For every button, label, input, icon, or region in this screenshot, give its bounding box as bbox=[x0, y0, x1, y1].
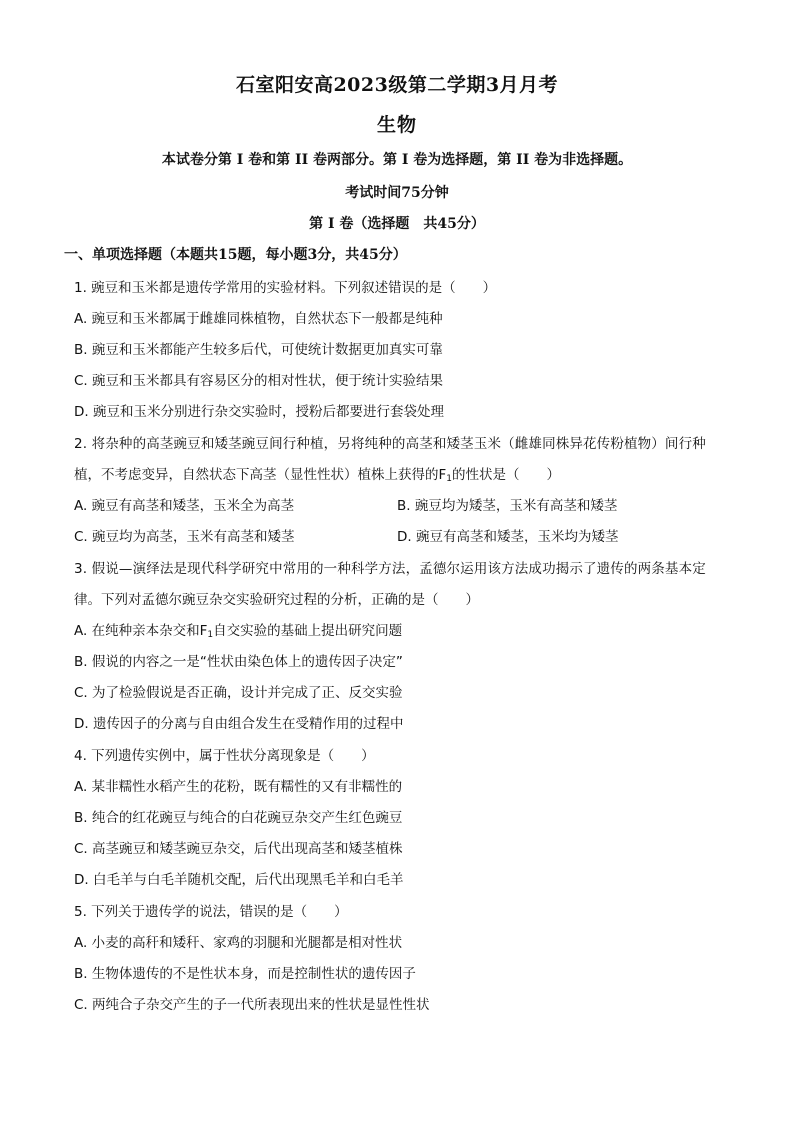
exam-title: 石室阳安高2023级第二学期3月月考 bbox=[235, 74, 559, 96]
question-4-option-b: B. 纯合的红花豌豆与纯合的白花豌豆杂交产生红色豌豆 bbox=[74, 810, 403, 826]
question-1-option-d: D. 豌豆和玉米分别进行杂交实验时，授粉后都要进行套袋处理 bbox=[74, 404, 444, 420]
question-3-option-b: B. 假说的内容之一是“性状由染色体上的遗传因子决定” bbox=[74, 654, 403, 670]
question-1-option-c: C. 豌豆和玉米都具有容易区分的相对性状，便于统计实验结果 bbox=[74, 373, 444, 389]
question-4-option-a: A. 某非糯性水稻产生的花粉，既有糯性的又有非糯性的 bbox=[74, 779, 403, 795]
question-2-option-a: A. 豌豆有高茎和矮茎，玉米全为高茎 bbox=[74, 498, 295, 514]
question-5-stem: 5. 下列关于遗传学的说法，错误的是（ ） bbox=[74, 904, 348, 920]
section-heading: 一、单项选择题（本题共15题，每小题3分，共45分） bbox=[64, 247, 407, 263]
question-2-stem-line2: 植，不考虑变异，自然状态下高茎（显性性状）植株上获得的$F_1$的性状是（ ） bbox=[74, 467, 560, 484]
question-5-option-c: C. 两纯合子杂交产生的子一代所表现出来的性状是显性性状 bbox=[74, 997, 430, 1013]
question-1-option-b: B. 豌豆和玉米都能产生较多后代，可使统计数据更加真实可靠 bbox=[74, 342, 443, 358]
question-4-option-c: C. 高茎豌豆和矮茎豌豆杂交，后代出现高茎和矮茎植株 bbox=[74, 841, 403, 857]
question-3-option-a: A. 在纯种亲本杂交和$F_1$自交实验的基础上提出研究问题 bbox=[74, 623, 403, 640]
part-heading: 第 I 卷（选择题 共45分） bbox=[309, 216, 485, 232]
exam-note: 本试卷分第 I 卷和第 II 卷两部分。第 I 卷为选择题，第 II 卷为非选择题。 bbox=[161, 152, 633, 168]
question-4-stem: 4. 下列遗传实例中，属于性状分离现象是（ ） bbox=[74, 748, 375, 764]
question-1-option-a: A. 豌豆和玉米都属于雌雄同株植物，自然状态下一般都是纯种 bbox=[74, 311, 443, 327]
question-3-option-d: D. 遗传因子的分离与自由组合发生在受精作用的过程中 bbox=[74, 716, 404, 732]
subject-title: 生物 bbox=[376, 114, 417, 136]
question-3-stem-line1: 3. 假说—演绎法是现代科学研究中常用的一种科学方法，孟德尔运用该方法成功揭示了遗传的两条基本定 bbox=[74, 561, 706, 577]
question-2-option-d: D. 豌豆有高茎和矮茎，玉米均为矮茎 bbox=[397, 529, 619, 545]
question-5-option-a: A. 小麦的高秆和矮秆、家鸡的羽腿和光腿都是相对性状 bbox=[74, 935, 403, 951]
question-3-stem-line2: 律。下列对孟德尔豌豆杂交实验研究过程的分析，正确的是（ ） bbox=[74, 592, 479, 608]
question-3-option-c: C. 为了检验假说是否正确，设计并完成了正、反交实验 bbox=[74, 685, 403, 701]
exam-duration: 考试时间75分钟 bbox=[345, 185, 449, 201]
question-2-option-c: C. 豌豆均为高茎，玉米有高茎和矮茎 bbox=[74, 529, 295, 545]
question-2-option-b: B. 豌豆均为矮茎，玉米有高茎和矮茎 bbox=[397, 498, 618, 514]
question-4-option-d: D. 白毛羊与白毛羊随机交配，后代出现黑毛羊和白毛羊 bbox=[74, 872, 404, 888]
question-1-stem: 1. 豌豆和玉米都是遗传学常用的实验材料。下列叙述错误的是（ ） bbox=[74, 280, 497, 296]
question-5-option-b: B. 生物体遗传的不是性状本身，而是控制性状的遗传因子 bbox=[74, 966, 416, 982]
question-2-stem-line1: 2. 将杂种的高茎豌豆和矮茎豌豆间行种植，另将纯种的高茎和矮茎玉米（雌雄同株异花传粉植物）间行种 bbox=[74, 436, 706, 452]
